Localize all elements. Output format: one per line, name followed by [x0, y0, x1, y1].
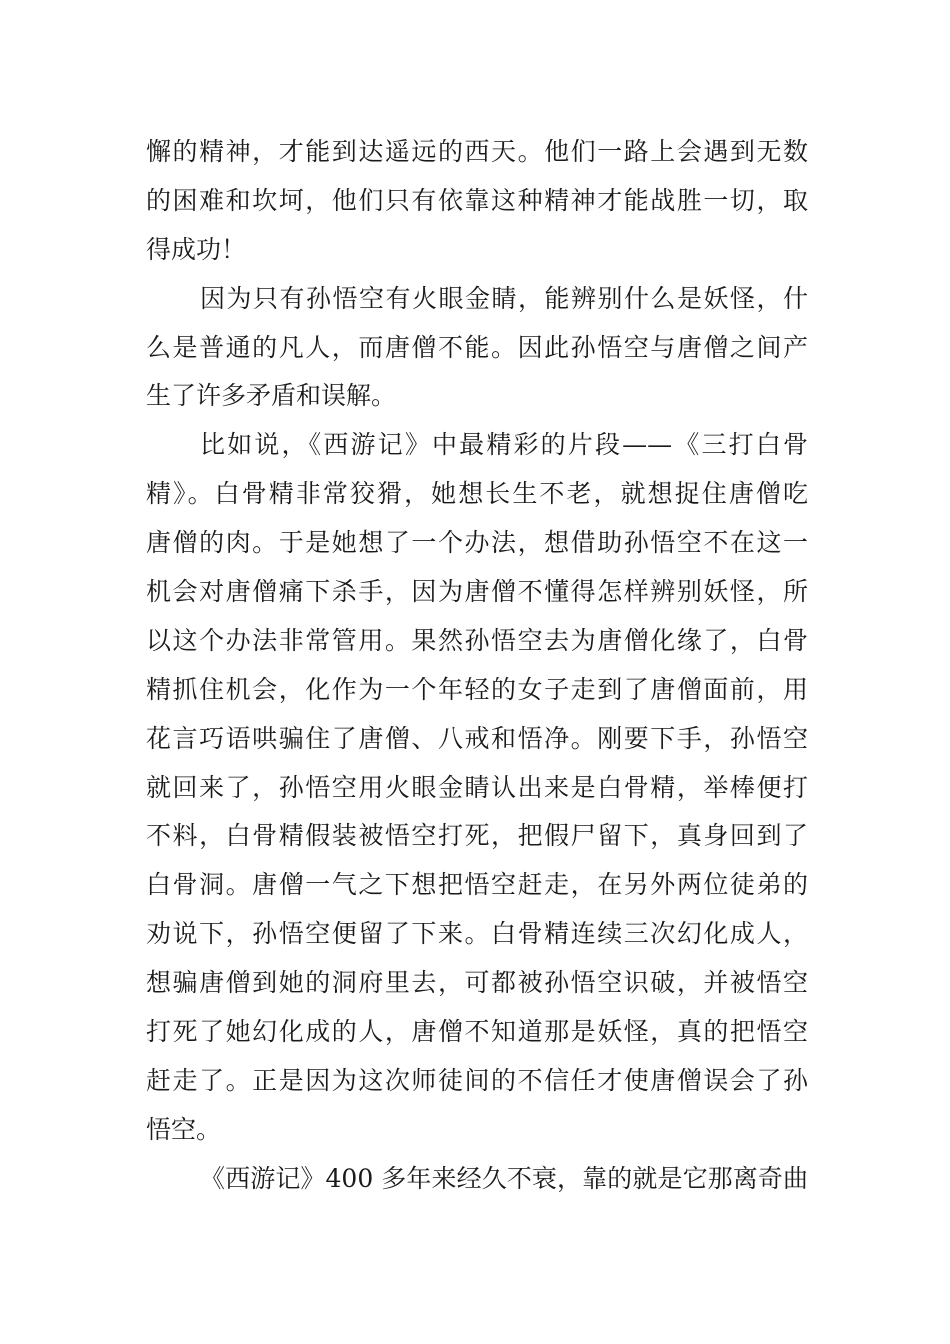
text-line: 因为只有孙悟空有火眼金睛，能辨别什么是妖怪，什 [200, 283, 808, 313]
text-line: 劝说下，孙悟空便留了下来。白骨精连续三次幻化成人， [146, 919, 808, 949]
text-line: 精抓住机会，化作为一个年轻的女子走到了唐僧面前，用 [146, 674, 808, 704]
text-line: 比如说，《西游记》中最精彩的片段——《三打白骨 [200, 430, 808, 460]
text-line: 得成功！ [146, 234, 247, 264]
text-line: 赶走了。正是因为这次师徒间的不信任才使唐僧误会了孙 [146, 1065, 808, 1095]
text-line: 以这个办法非常管用。果然孙悟空去为唐僧化缘了，白骨 [146, 625, 808, 655]
text-line: 花言巧语哄骗住了唐僧、八戒和悟净。刚要下手，孙悟空 [146, 723, 808, 753]
text-line: 生了许多矛盾和误解。 [146, 381, 397, 411]
text-line: 的困难和坎坷，他们只有依靠这种精神才能战胜一切，取 [146, 185, 808, 215]
text-line: 懈的精神，才能到达遥远的西天。他们一路上会遇到无数 [146, 137, 808, 166]
text-line: 就回来了，孙悟空用火眼金睛认出来是白骨精，举棒便打 [146, 772, 808, 802]
text-line: 不料，白骨精假装被悟空打死，把假尸留下，真身回到了 [146, 821, 808, 851]
text-line: 精》。白骨精非常狡猾，她想长生不老，就想捉住唐僧吃 [146, 479, 808, 509]
text-line: 打死了她幻化成的人，唐僧不知道那是妖怪，真的把悟空 [146, 1017, 808, 1047]
text-line: 机会对唐僧痛下杀手，因为唐僧不懂得怎样辨别妖怪，所 [146, 577, 808, 607]
document-body-text [146, 128, 808, 1204]
text-line: 么是普通的凡人，而唐僧不能。因此孙悟空与唐僧之间产 [146, 332, 808, 362]
text-line: 《西游记》400 多年来经久不衰，靠的就是它那离奇曲 [200, 1163, 808, 1193]
text-line: 想骗唐僧到她的洞府里去，可都被孙悟空识破，并被悟空 [146, 968, 808, 998]
text-line: 悟空。 [146, 1114, 222, 1144]
text-line: 白骨洞。唐僧一气之下想把悟空赶走，在另外两位徒弟的 [146, 870, 808, 900]
text-line: 唐僧的肉。于是她想了一个办法，想借助孙悟空不在这一 [146, 528, 808, 558]
